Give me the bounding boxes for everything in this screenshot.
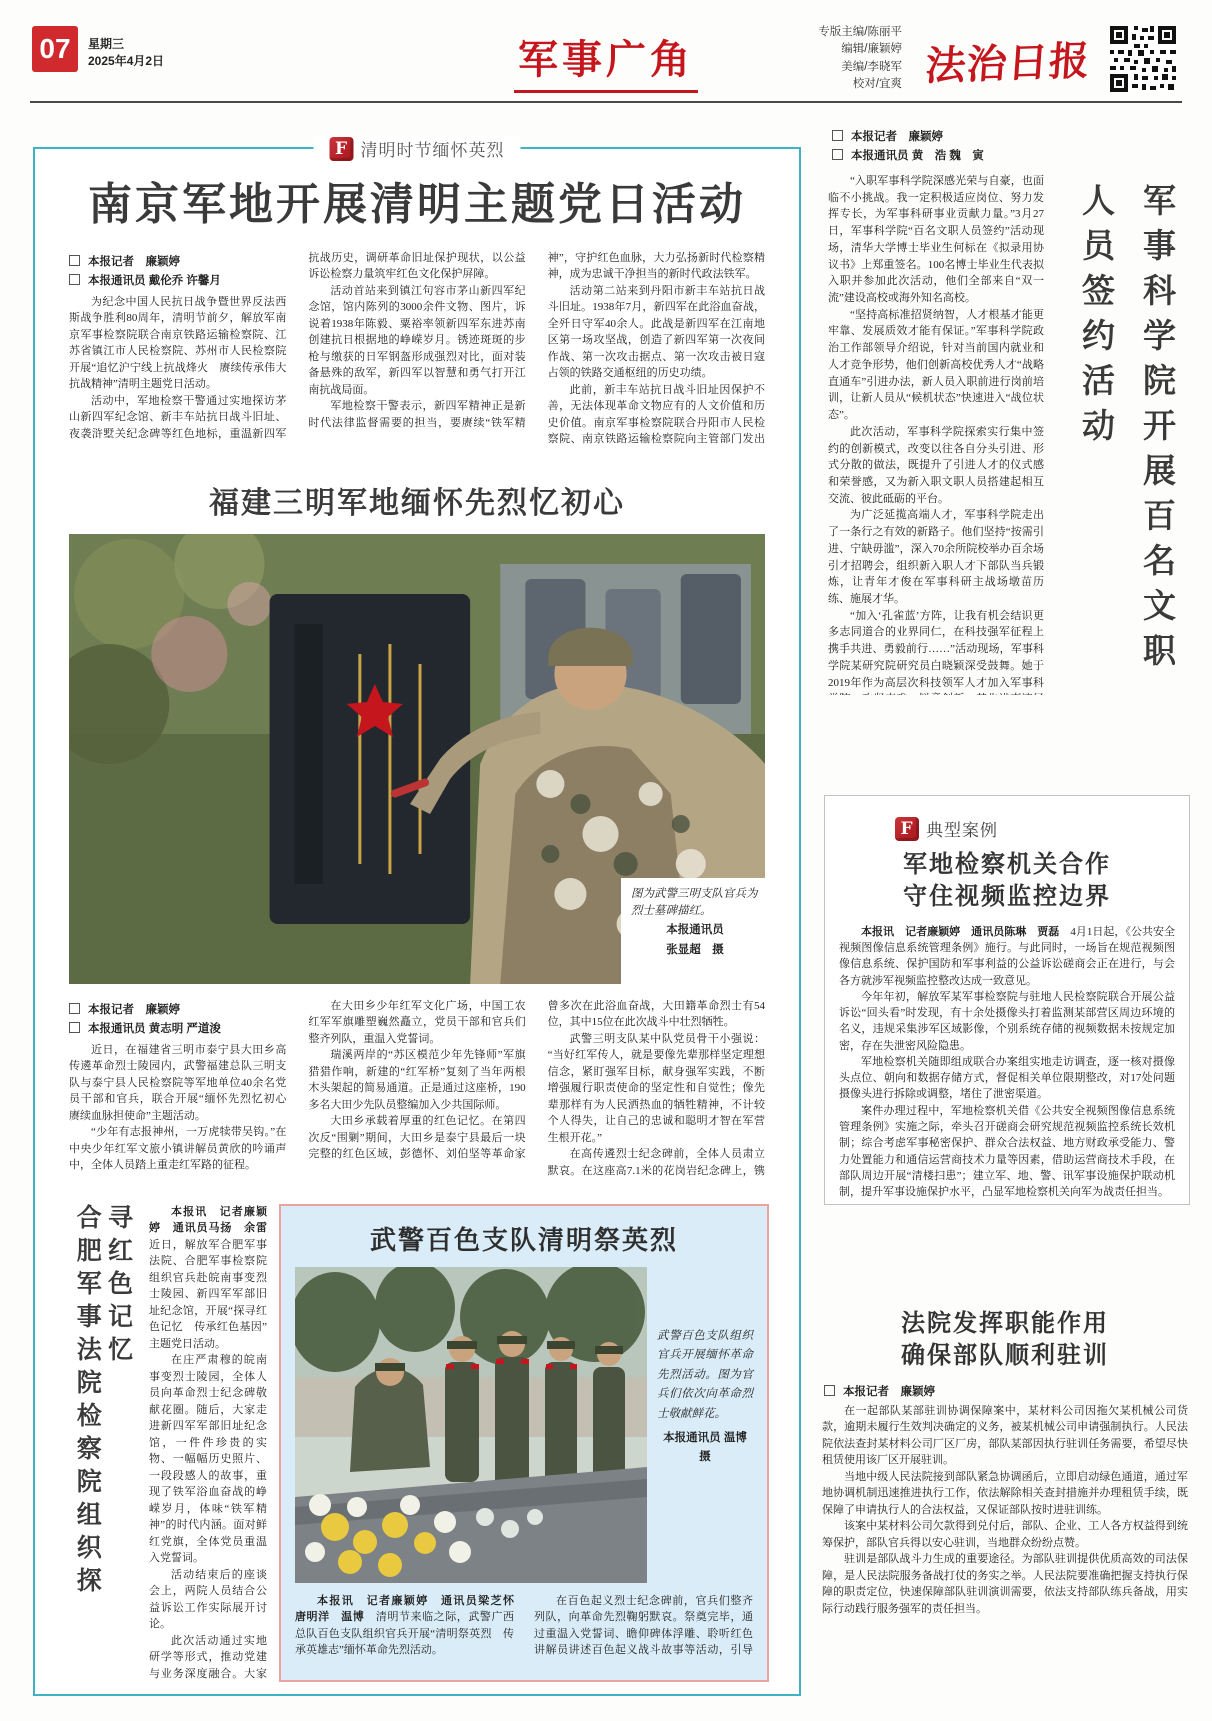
case-study-tag <box>895 816 1189 841</box>
paragraph: 案件办理过程中，军地检察机关借《公共安全视频图像信息系统管理条例》实施之际，牵头召开磋商会研究规范视频监控系统长效机制；综合考虑军事秘密保护、群众合法权益、地方财政承受能力、警力处置能力和通信运营商技术力量等因素，借助运营商技术手段，在部队周边开展“清楼扫患”；建立军、地、警、讯军事设施保护联动机制，提升军事设施保护水平，凸显军地检察机关向军为战责任担当。 <box>839 1104 1175 1199</box>
article-lead: 本报讯 记者廉颖婷 通讯员梁芝怀 唐明洋 温博 <box>295 1594 525 1624</box>
paragraph <box>295 1593 525 1659</box>
paragraph: 驻训是部队战斗力生成的重要途径。为部队驻训提供优质高效的司法保障，是人民法院服务备战打仗的务实之举。人民法院要准确把握支持执行保障的职责定位，快速保障部队驻训演训需要，依法支持部队练兵备战，用实际行动践行服务强军的责任担当。 <box>822 1553 1188 1615</box>
paragraph: “少年有志报神州，一万虎犊带吴钩。”在中央少年红军文旅小镇讲解员黄欣的吟诵声中，全体人员踏上重走红军路的征程。 <box>69 1126 287 1172</box>
weekday: 星期三 <box>88 37 125 51</box>
paragraph: 武警三明支队某中队党员骨干小强说：“当好红军传人，就是要像先辈那样坚定理想信念，紧盯强军目标，献身强军实践，不断增强履行职责使命的坚定性和自觉性；像先辈那样有为人民洒热血的牺牲精神，不计较个人得失，让自己的忠诚和聪明才智在军营生根开花。” <box>547 1032 765 1144</box>
page-number-badge: 07 <box>32 26 78 72</box>
baise-highlight-box <box>279 1204 769 1682</box>
byline-line: 本报通讯员 戴伦乔 许馨月 <box>69 272 286 288</box>
headline-line: 守住视频监控边界 <box>903 883 1111 911</box>
byline-line: 本报记者 廉颖婷 <box>69 1001 286 1017</box>
paragraph: 在百色起义烈士纪念碑前，官兵们整齐列队，向革命先烈鞠躬默哀。祭奠完毕，通过重温入党誓词、瞻仰碑体浮雕、聆听红色讲解员讲述百色起义战斗故事等活动，引导 <box>534 1594 753 1657</box>
staff-list <box>818 24 902 93</box>
masthead-logo: 法治日报 <box>923 37 1092 90</box>
date: 2025年4月2日 <box>88 54 165 69</box>
byline-line: 本报通讯员 黄 浩 魏 寅 <box>832 147 1188 163</box>
paragraph: 活动第二站来到丹阳市新丰车站抗日战斗旧址。1938年7月，新四军在此浴血奋战，全歼日守军40余人。此战是新四军在江南地区第一场攻坚战，创造了新四军第一次夜间作战、第一次攻击据点、第一次攻击被日寇占领的铁路交通枢纽的历史功绩。 <box>547 284 765 380</box>
paragraph <box>839 924 1175 989</box>
paragraph-text: 清明节来临之际，武警广西总队百色支队组织官兵开展“清明祭英烈 传承英雄志”缅怀革命先烈活动。 <box>295 1611 515 1657</box>
caption-credit: 张显超 摄 <box>666 943 724 956</box>
case-study-tag-label: 典型案例 <box>926 821 998 840</box>
headline-nanjing: 南京军地开展清明主题党日活动 <box>88 180 746 229</box>
article-sanming-body <box>69 998 765 1190</box>
headline-line: 确保部队顺利驻训 <box>901 1342 1109 1370</box>
paragraph-text: 4月1日起，《公共安全视频图像信息系统管理条例》施行。与此同时，一场旨在规范视频图像信息系统、保护国防和军事利益的公益诉讼磋商会正在进行，与会各方就涉军视频监控整改达成一致意见。 <box>839 925 1175 987</box>
paragraph: 该案中某材料公司欠款得到兑付后，部队、企业、工人各方权益得到统筹保护，部队官兵得以安心驻训，当地群众纷纷点赞。 <box>822 1520 1188 1549</box>
article-fayuan-body <box>822 1403 1188 1675</box>
qr-code-icon <box>1110 26 1176 92</box>
header-divider <box>30 101 1182 103</box>
staff-line: 编辑/廉颖婷 <box>841 43 902 56</box>
byline-junkeyuan <box>832 128 1188 163</box>
headline-junkeyuan-vertical: 军事科学院开展百名文职人员签约活动 <box>1077 183 1176 678</box>
paragraph: 活动结束后的座谈会上，两院人员结合公益诉讼工作实际展开讨论。 <box>149 1568 267 1631</box>
paragraph: 此次活动，军事科学院探索实行集中签约的创新模式，改变以往各自分头引进、形式分散的做法，既提升了引进人才的仪式感和荣誉感，又为新入职文职人员搭建起相互交流、彼此砥砺的平台。 <box>828 425 1044 505</box>
staff-line: 校对/宜爽 <box>852 77 902 90</box>
staff-line: 美编/李晓军 <box>841 60 902 73</box>
article-hefei-body <box>149 1204 267 1682</box>
headline-sanming: 福建三明军地缅怀先烈忆初心 <box>209 486 625 520</box>
byline-nanjing <box>69 253 286 288</box>
article-junkeyuan-body <box>828 173 1044 695</box>
byline-sanming <box>69 1001 286 1036</box>
byline-line: 本报记者 廉颖婷 <box>824 1383 1188 1399</box>
paragraph: 为纪念中国人民抗日战争暨世界反法西斯战争胜利80周年，清明节前夕，解放军南京军事检察院联合南京铁路运输检察院、江苏省镇江市人民检察院、苏州市人民检察院开展“追忆沪宁线上抗战烽火 赓续传承伟大抗战精神”清明主题党日活动。 <box>69 295 287 391</box>
paragraph: 在大田乡少年红军文化广场，中国工农红军军旗雕塑巍然矗立，党员干部和官兵们整齐列队，重温入党誓词。 <box>308 999 526 1045</box>
headline-fayuan <box>822 1308 1188 1373</box>
caption-text: 图为武警三明支队官兵为烈士墓碑描红。 <box>631 887 758 918</box>
fazhi-cube-icon: F <box>330 137 354 161</box>
paragraph: 近日，在福建省三明市泰宁县大田乡高传遴革命烈士陵园内，武警福建总队三明支队与泰宁县人民检察院等军地单位40余名党员干部和官兵，联合开展“缅怀先烈忆初心 赓续血脉担使命”主题活动。 <box>69 1043 298 1122</box>
headline-hefei-vertical: 合肥军事法院检察院组织探寻红色记忆 <box>73 1203 133 1600</box>
photo-sanming <box>69 534 765 984</box>
article-fayuan <box>822 1300 1188 1675</box>
article-baise-body <box>295 1593 753 1689</box>
paragraph: 在庄严肃穆的皖南事变烈士陵园，全体人员向革命烈士纪念碑敬献花圈。随后，大家走进新四军军部旧址纪念馆，一件件珍贵的实物、一幅幅历史照片、一段段感人的故事，重现了铁军浴血奋战的峥嵘岁月，体味“铁军精神”的时代内涵。面对鲜红党旗，全体党员重温入党誓词。 <box>149 1354 267 1565</box>
paragraph: 瑞溪两岸的“苏区模范少年先锋师”军旗猎猎作响，新建的“红军桥”复刻了当年两根木头架起的简易通道。正是通过这座桥，190多名大田少先队员整编加入少共国际师。 <box>308 1049 526 1111</box>
headline-line: 法院发挥职能作用 <box>901 1310 1109 1337</box>
article-nanjing-body <box>69 250 765 462</box>
byline-line: 本报记者 廉颖婷 <box>69 253 286 269</box>
caption-credit: 本报通讯员 温博 摄 <box>663 1431 759 1464</box>
paragraph: “加入‘孔雀蓝’方阵，让我有机会结识更多志同道合的业界同仁，在科技强军征程上携手共进、勇毅前行……”活动现场，军事科学院某研究院研究员白晓颖深受鼓舞。她于2019年作为高层次科技领军人才加入军事科 <box>828 609 1044 689</box>
paragraph: “入职军事科学院深感光荣与自豪，也面临不小挑战。我一定积极适应岗位、努力发挥专长，为军事科研事业贡献力量。”3月27日，军事科学院“百名文职人员签约”活动现场，清华大学博士毕业生何标在《拟录用协议书》上郑重签名。100名博士毕业生代表拟入职并参加此次活动，他们全部来自“双一流”建设高校或海外知名高校。 <box>828 175 1044 305</box>
paragraph <box>149 1204 267 1353</box>
paragraph: 军地检察机关随即组成联合办案组实地走访调查，逐一核对摄像头点位、朝向和数据存储方式，督促相关单位限期整改，对17处问题摄像头进行拆除或调整，堵住了泄密渠道。 <box>839 1055 1175 1101</box>
paragraph: 当地中级人民法院接到部队紧急协调函后，立即启动绿色通道，通过军地协调机制迅速推进执行工作，依法解除相关查封措施并办理租赁手续，既保障了申请执行人的合法权益，又保证部队按时进驻训练。 <box>822 1470 1188 1516</box>
section-title: 军事广角 <box>514 28 698 93</box>
paragraph: 军地检察干警表示，新四军精神正是新时代法律监督需要的担当，要赓续“铁军精神”，守护红色血脉，大力弘扬新时代检察精神，成为忠诚干净担当的新时代政法铁军。 <box>308 251 765 429</box>
byline-line: 本报通讯员 黄志明 严道浚 <box>69 1020 286 1036</box>
article-junkeyuan-row <box>828 173 1188 703</box>
caption-credit: 本报通讯员 <box>666 924 724 937</box>
paragraph: “坚持高标准招贤纳智，人才根基才能更牢靠、发展质效才能有保证。”军事科学院政治工作部领导介绍说，针对当前国内就业和人才竞争形势，他们创新高校优秀人才“战略直通车”引进办法，新人员入职前进行岗前培训，让新人员从“候机状态”快速进入“战位状态”。 <box>828 308 1044 422</box>
article-junkeyuan <box>828 125 1188 703</box>
bottom-row <box>71 1204 769 1682</box>
article-lead: 本报讯 记者廉颖婷 通讯员陈琳 贾磊 <box>861 925 1060 938</box>
caption-text: 武警百色支队组织官兵开展缅怀革命先烈活动。图为官兵们依次向革命烈士敬献鲜花。 <box>657 1329 753 1420</box>
article-lead: 本报讯 记者廉颖婷 通讯员马扬 余雷 <box>149 1205 267 1235</box>
topic-tag-label: 清明时节缅怀英烈 <box>360 141 505 160</box>
byline-fayuan <box>824 1383 1188 1399</box>
paragraph-text: 近日，解放军合肥军事法院、合肥军事检察院组织官兵赴皖南事变烈士陵园、新四军军部旧址纪念馆，开展“探寻红色记忆 传承红色基因”主题党日活动。 <box>149 1238 267 1350</box>
photo-baise-image <box>295 1267 647 1583</box>
baise-figure-row <box>295 1267 759 1583</box>
date-block <box>88 36 164 71</box>
photo-baise <box>295 1267 647 1583</box>
paragraph: 活动首站来到镇江句容市茅山新四军纪念馆，馆内陈列的3000余件文物、图片，诉说着1938年陈毅、粟裕率领新四军东进苏南创建抗日根据地的峥嵘岁月。锈迹斑斑的步枪与缴获的日军钢盔形成强烈对比，面对装备悬殊的敌军，新四军以智慧和勇气打开江南抗战局面。 <box>308 284 526 396</box>
paragraph: 为广泛延揽高端人才，军事科学院走出了一条行之有效的新路子。他们坚持“按需引进、宁缺毋滥”，深入70余所院校举办百余场引才招聘会，组织新入职人才下部队当兵锻炼，让青年才俊在军事科研主战场墩苗历练、施展才华。 <box>828 509 1044 605</box>
paragraph: 今年年初，解放军某军事检察院与驻地人民检察院联合开展公益诉讼“回头看”时发现，有十余处摄像头打着监测某部营区周边环境的名义，违规采集涉军区域影像，个别系统存储的视频数据未按规定加密，存在失泄密风险隐患。 <box>839 990 1175 1052</box>
main-feature-box <box>33 138 801 1696</box>
paragraph: 此前，新丰车站抗日战斗旧址因保护不善，无法体现革命文物应有的人文价值和历史价值。南京军事检察院联合丹阳市人民检察院、南京铁路运输检察院向主管部门发出 <box>547 383 765 446</box>
article-dianxing-body <box>839 924 1175 1206</box>
staff-line: 专版主编/陈丽平 <box>818 26 902 38</box>
paragraph: 活动中，军地检察干警通过实地探访茅山新四军纪念馆、新丰车站抗日战斗旧址、夜袭浒墅关纪念碑等红色地标，重温新四军抗战历史，调研革命旧址保护现状，以公益诉讼检察力量筑牢红色文化保护屏障。 <box>69 251 526 440</box>
fazhi-cube-icon: F <box>895 817 919 841</box>
page-header <box>30 18 1182 96</box>
headline-baise: 武警百色支队清明祭英烈 <box>369 1224 678 1255</box>
paragraph: 此次活动通过实地研学等形式，推动党建与业务深度融合。大家 <box>149 1634 267 1680</box>
case-study-box <box>824 795 1190 1205</box>
topic-tag <box>314 136 521 161</box>
paragraph: 在一起部队某部驻训协调保障案中，某材料公司因拖欠某机械公司货款，逾期未履行生效判决确定的义务，被某机械公司申请强制执行。人民法院依法查封某材料公司厂区厂房，部队某部因执行驻训任务需要，希望尽快租赁使用该厂区开展驻训。 <box>822 1404 1188 1467</box>
byline-line: 本报记者 廉颖婷 <box>832 128 1188 144</box>
headline-line: 军地检察机关合作 <box>903 851 1111 878</box>
paragraph: 在高传遴烈士纪念碑前，全体人员肃立默哀。在这座高7.1米的花岗岩纪念碑上，镌 <box>547 1148 765 1177</box>
photo-caption-sanming <box>621 878 765 984</box>
paragraph: 大田乡承载着厚重的红色记忆。在第四次反“围剿”期间，大田乡是泰宁县最后一块完整的红色区域，彭德怀、刘伯坚等革命家曾多次在此浴血奋战，大田籍革命烈士有54位，其中15位在此次战斗中壮烈牺牲。 <box>308 999 765 1161</box>
photo-caption-baise <box>657 1267 759 1583</box>
headline-dianxing <box>825 849 1189 914</box>
